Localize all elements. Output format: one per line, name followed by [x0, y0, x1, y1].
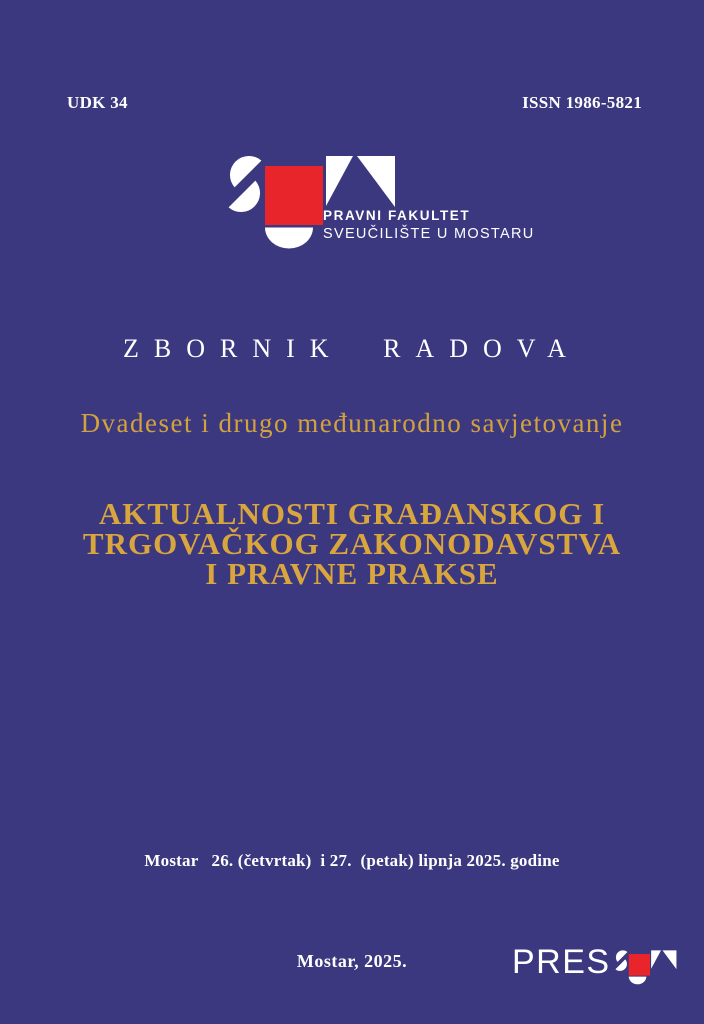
publisher-logo-block: [222, 150, 535, 250]
title-line-3: I PRAVNE PRAKSE: [205, 556, 499, 591]
publisher-name: [323, 209, 535, 241]
header-row: [67, 93, 642, 113]
page-title: [0, 496, 704, 591]
conference-subtitle: Dvadeset i drugo međunarodno savjetovanje: [80, 408, 624, 438]
pressum-sum-mark-icon: [613, 948, 679, 985]
university-name: SVEUČILIŠTE U MOSTARU: [323, 225, 535, 242]
pressum-logo: [512, 942, 679, 985]
imprint: Mostar, 2025.: [296, 951, 408, 971]
udk-label: UDK 34: [67, 93, 128, 112]
faculty-name: PRAVNI FAKULTET: [323, 208, 471, 223]
pressum-text: PRES: [512, 943, 611, 981]
title-line-1: AKTUALNOSTI GRAĐANSKOG I: [98, 496, 606, 531]
issn-label: ISSN 1986-5821: [522, 93, 642, 112]
series-title: ZBORNIK RADOVA: [123, 334, 581, 363]
event-date: Mostar 26. (četvrtak) i 27. (petak) lipnja 2025. godine: [144, 851, 560, 870]
title-line-2: TRGOVAČKOG ZAKONODAVSTVA: [82, 526, 622, 561]
